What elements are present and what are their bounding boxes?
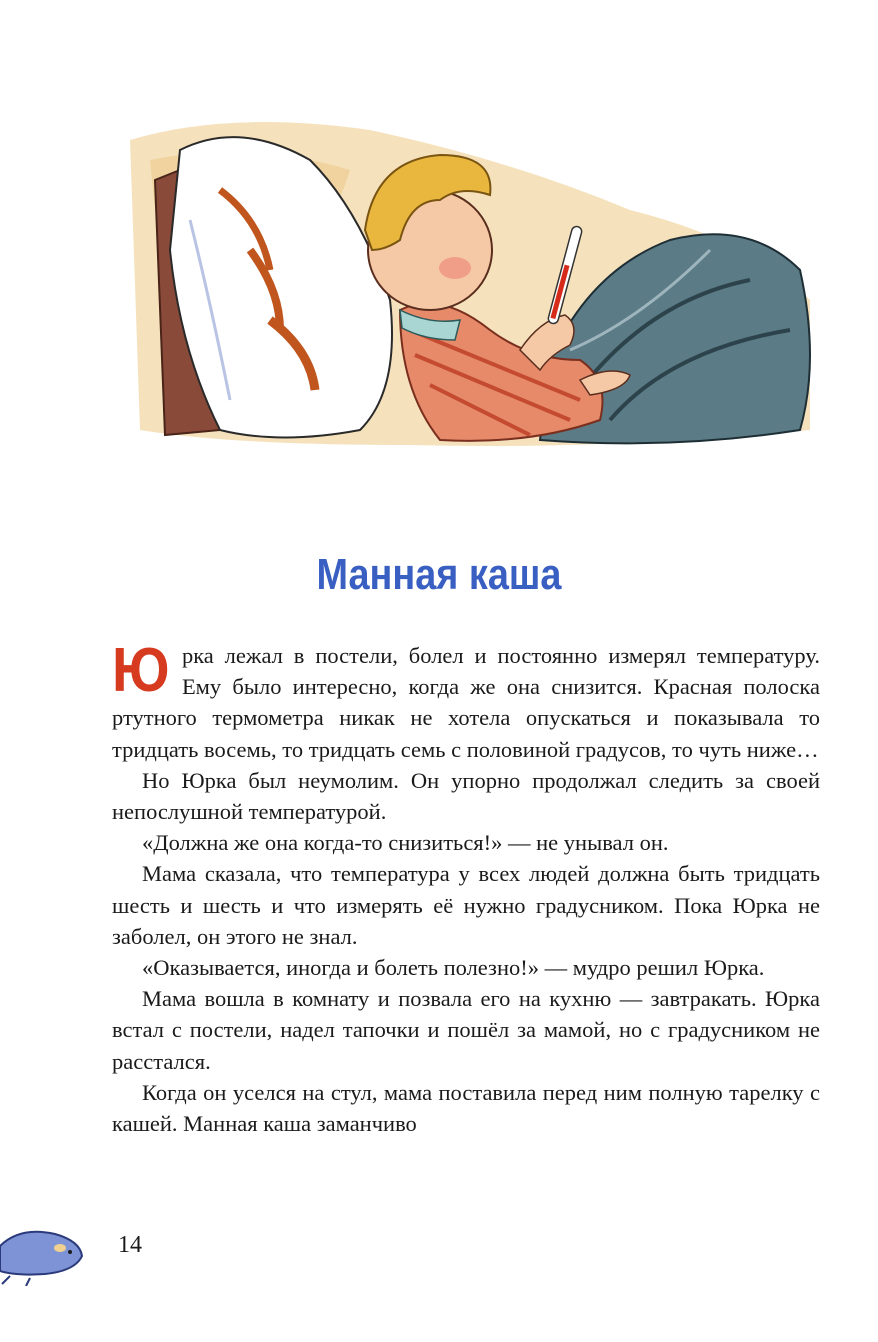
paragraph-5: «Оказывается, иногда и болеть полезно!» — мудро решил Юрка. (142, 955, 765, 981)
paragraph-3: «Должна же она когда-то снизиться!» — не унывал он. (142, 830, 669, 856)
paragraph-6: Мама вошла в комнату и позвала его на кухню — завтракать. Юрка встал с постели, надел тапочки и пошёл за мамой, но с градусником не расстался. (112, 986, 820, 1074)
paragraph-1 (112, 636, 820, 765)
page-number: 14 (118, 1232, 142, 1258)
corner-mouse-icon (0, 1216, 90, 1286)
drop-cap: Ю (112, 636, 170, 705)
paragraph-1-text: рка лежал в постели, болел и постоянно измерял температуру. Ему было интересно, когда же она снизится. Красная полоска ртутного термометра никак не хотела опускаться и показывала то тридцать восемь, то тридцать семь с половиной градусов, то чуть ниже… (112, 643, 820, 762)
illustration-sick-boy (110, 100, 830, 470)
paragraph-4: Мама сказала, что температура у всех людей должна быть тридцать шесть и шесть и что измерять её нужно градусником. Пока Юрка не заболел, он этого не знал. (112, 861, 820, 949)
paragraph-7: Когда он уселся на стул, мама поставила перед ним полную тарелку с кашей. Манная каша заманчиво (112, 1079, 820, 1137)
story-text (112, 636, 820, 1139)
chapter-title: Манная каша (316, 550, 562, 599)
paragraph-2: Но Юрка был неумолим. Он упорно продолжал следить за своей непослушной температурой. (112, 767, 820, 825)
